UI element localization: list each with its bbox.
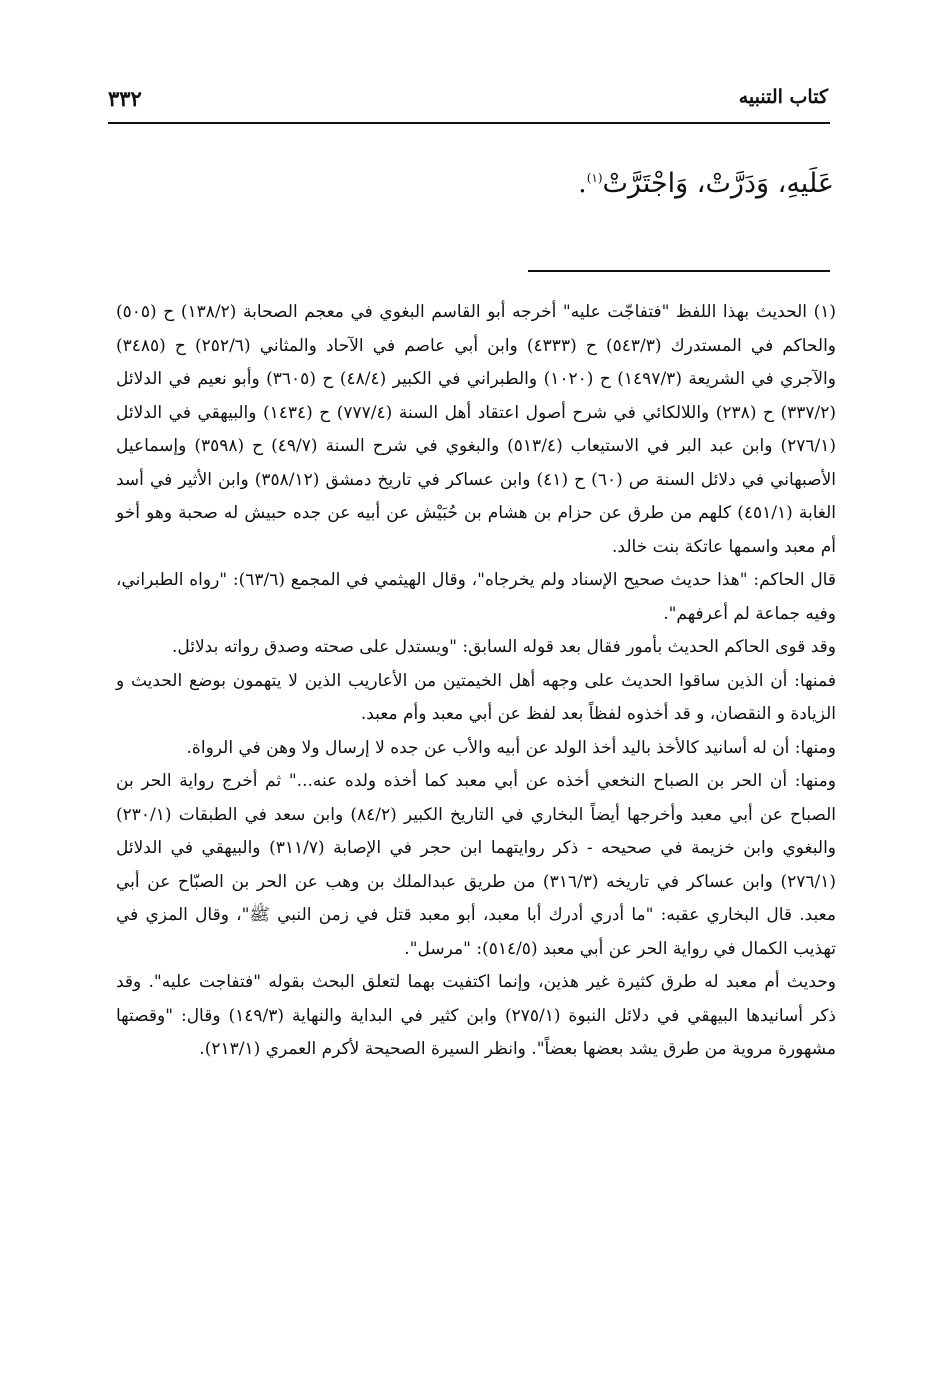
header-rule xyxy=(108,122,830,124)
footnote-paragraph: (١) الحديث بهذا اللفظ "فتفاجّت عليه" أخرجه أبو القاسم البغوي في معجم الصحابة (١٣٨/٢) ح (٥٠٥) والحاكم في المستدرك (٥٤٣/٣) ح (٤٣٣٣) وابن أبي عاصم في الآحاد والمثاني (٢٥٢/٦) ح (٣٤٨٥) والآجري في الشريعة (١٤٩٧/٣) ح (١٠٢٠) والطبراني في الكبير (٤٨/٤) ح (٣٦٠٥) وأبو نعيم في الدلائل (٣٣٧/٢) ح (٢٣٨) واللالكائي في شرح أصول اعتقاد أهل السنة (٧٧٧/٤) ح (١٤٣٤) والبيهقي في الدلائل (٢٧٦/١) وابن عبد البر في الاستيعاب (٥١٣/٤) والبغوي في شرح السنة (٤٩/٧) ح (٣٥٩٨) وإسماعيل الأصبهاني في دلائل السنة ص (٦٠) ح (٤١) وابن عساكر في تاريخ دمشق (٣٥٨/١٢) وابن الأثير في أسد الغابة (٤٥١/١) كلهم من طرق عن حزام بن هشام بن حُبَيْش عن أبيه عن جده حبيش له صحبة وهو أخو أم معبد واسمها عاتكة بنت خالد. xyxy=(116,302,837,557)
footnote-paragraph: فمنها: أن الذين ساقوا الحديث على وجهه أهل الخيمتين من الأعاريب الذين لا يتهمون بوضع الحديث و الزيادة و النقصان، و قد أخذوه لفظاً بعد لفظ عن أبي معبد وأم معبد. xyxy=(116,670,836,724)
main-text xyxy=(578,168,834,199)
page-number: ٣٣٢ xyxy=(108,86,142,111)
main-text-period: . xyxy=(578,168,587,199)
footnote-paragraph: ومنها: أن له أسانيد كالأخذ باليد أخذ الولد عن أبيه والأب عن جده لا إرسال ولا وهن في الرواة. xyxy=(186,737,836,758)
footnote-paragraph: وقد قوى الحاكم الحديث بأمور فقال بعد قوله السابق: "ويستدل على صحته وصدق رواته بدلائل. xyxy=(171,637,836,657)
footnote-paragraph: ومنها: أن الحر بن الصباح النخعي أخذه عن أبي معبد كما أخذه ولده عنه..." ثم أخرج رواية الحر بن الصباح عن أبي معبد وأخرجها أيضاً البخاري في التاريخ الكبير (٨٤/٢) وابن سعد في الطبقات (٢٣٠/١) والبغوي وابن خزيمة في صحيحه - ذكر روايتهما ابن حجر في الإصابة (٣١١/٧) والبيهقي في الدلائل (٢٧٦/١) وابن عساكر في تاريخه (٣١٦/٣) من طريق عبدالملك بن وهب عن الحر بن الصبّاح عن أبي معبد. قال البخاري عقبه: "ما أدري أدرك أبا معبد، أبو معبد قتل في زمن النبي ﷺ"، وقال المزي في تهذيب الكمال في رواية الحر عن أبي معبد (٥١٤/٥): "مرسل". xyxy=(116,771,837,959)
footnotes xyxy=(116,296,836,1067)
main-text-line: عَلَيهِ، وَدَرَّتْ، وَاجْتَرَّتْ xyxy=(602,168,834,199)
running-title: كتاب التنبيه xyxy=(738,86,828,108)
page-header xyxy=(108,86,828,116)
footnote-separator xyxy=(528,270,830,272)
footnote-paragraph: وحديث أم معبد له طرق كثيرة غير هذين، وإنما اكتفيت بهما لتعلق البحث بقوله "فتفاجت عليه". وقد ذكر أسانيدها البيهقي في دلائل النبوة (٢٧٥/١) وابن كثير في البداية والنهاية (١٤٩/٣) وقال: "وقصتها مشهورة مروية من طرق يشد بعضها بعضاً". وانظر السيرة الصحيحة لأكرم العمري (٢١٣/١). xyxy=(116,972,837,1059)
footnote-marker: (١) xyxy=(586,171,603,185)
footnote-paragraph: قال الحاكم: "هذا حديث صحيح الإسناد ولم يخرجاه"، وقال الهيثمي في المجمع (٦٣/٦): "رواه الطبراني، وفيه جماعة لم أعرفهم". xyxy=(116,570,836,624)
